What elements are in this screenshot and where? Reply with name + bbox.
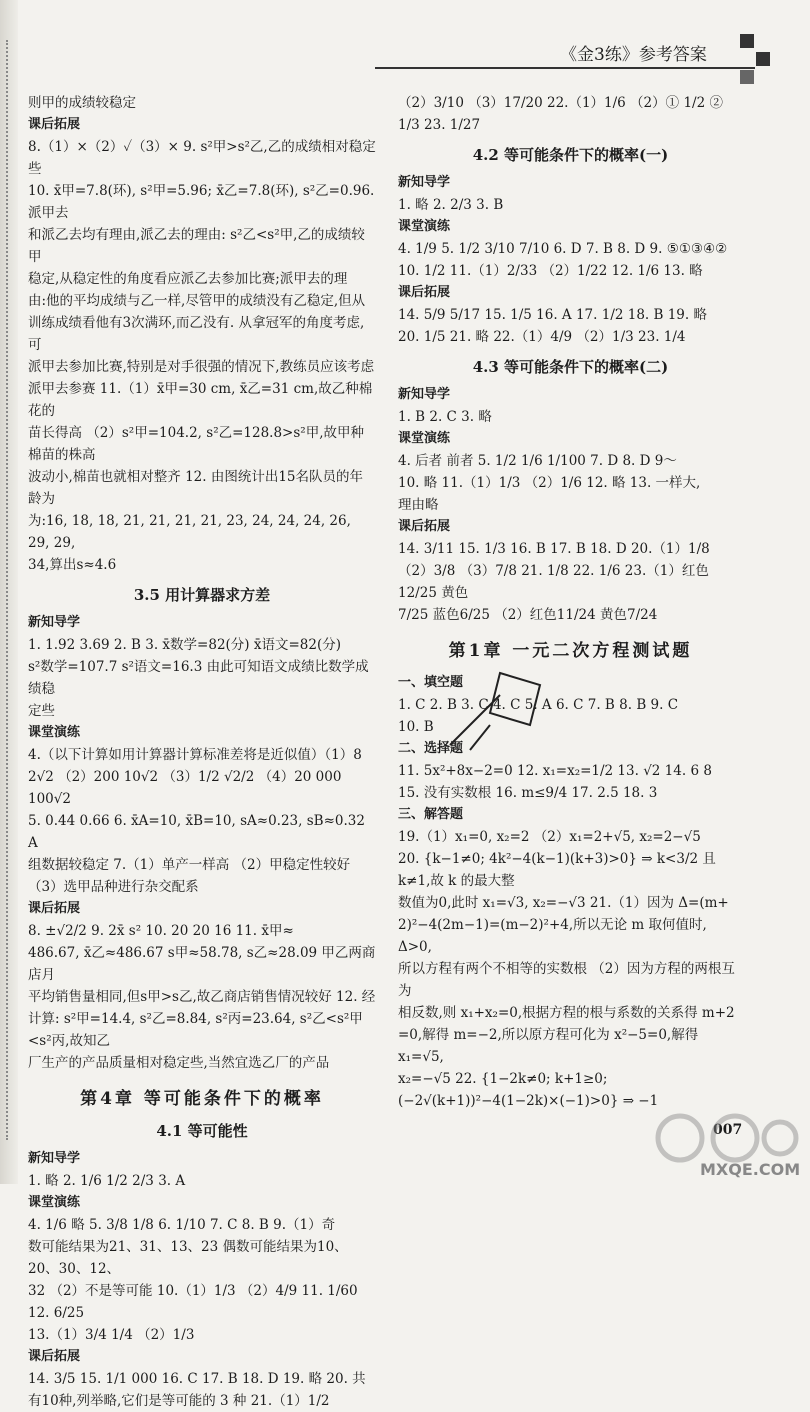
answer-line: 相反数,则 x₁+x₂=0,根据方程的根与系数的关系得 m+2 [398,1005,735,1021]
answer-line: =0,解得 m=−2,所以原方程可化为 x²−5=0,解得 x₁=√5, [398,1027,699,1065]
answer-line: 34,算出s≈4.6 [28,557,117,573]
section-heading: 4.1 等可能性 [156,1122,248,1140]
answer-line: s²数学=107.7 s²语文=16.3 由此可知语文成绩比数学成绩稳 [28,659,369,697]
answer-line: 14. 3/5 15. 1/1 000 16. C 17. B 18. D 19. 略 20. 共 [28,1371,366,1387]
answer-line: 1. 略 2. 1/6 1/2 2/3 3. A [28,1173,186,1189]
answer-line: 1. C 2. B 3. C 4. C 5. A 6. C 7. B 8. B 9. C [398,697,679,713]
answer-line: 11. 5x²+8x−2=0 12. x₁=x₂=1/2 13. √2 14. 6 8 [398,763,712,779]
section-heading: 第1章 一元二次方程测试题 [448,641,693,661]
answer-line: 则甲的成绩较稳定 [28,95,136,111]
section-label: 课后拓展 [28,1349,81,1364]
answer-line: 和派乙去均有理由,派乙去的理由: s²乙<s²甲,乙的成绩较甲 [28,227,365,265]
answer-line: 有10种,列举略,它们是等可能的 3 种 21.（1）1/2 [28,1393,330,1409]
answer-line: 4. 后者 前者 5. 1/2 1/6 1/100 7. D 8. D 9～ [398,453,677,469]
answer-line: 7/25 蓝色6/25 （2）红色11/24 黄色7/24 [398,607,658,623]
answer-line: 4. 1/6 略 5. 3/8 1/8 6. 1/10 7. C 8. B 9.（1）奇 [28,1217,336,1233]
answer-line: x₂=−√5 22. {1−2k≠0; k+1≥0; (−2√(k+1))²−4(1−2k)×(−1)>0} ⇒ −1 [398,1071,659,1109]
answer-line: 派甲去参赛 11.（1）x̄甲=30 cm, x̄乙=31 cm,故乙种棉花的 [28,381,373,419]
answer-line: 组数据较稳定 7.（1）单产一样高 （2）甲稳定性较好 [28,857,351,873]
left-column [28,92,376,1412]
section-label: 新知导学 [398,387,451,402]
answer-line: 数值为0,此时 x₁=√3, x₂=−√3 21.（1）因为 Δ=(m+ [398,895,729,911]
section-heading: 3.5 用计算器求方差 [133,586,271,604]
answer-line: 所以方程有两个不相等的实数根 （2）因为方程的两根互为 [398,961,735,999]
answer-line: 8.（1）×（2）✓（3）× 9. s²甲>s²乙,乙的成绩相对稳定些 [28,139,376,177]
section-label: 课堂演练 [28,725,81,740]
section-label: 新知导学 [28,615,81,630]
answer-line: 1. B 2. C 3. 略 [398,409,492,425]
answer-line: 为:16, 18, 18, 21, 21, 21, 21, 23, 24, 24, 24, 26, 29, 29, [28,513,351,551]
answer-line: 计算: s²甲=14.4, s²乙=8.84, s²丙=23.64, s²乙<s²甲<s²丙,故知乙 [28,1011,363,1049]
section-label: 课后拓展 [28,117,81,132]
section-label: 新知导学 [28,1151,81,1166]
answer-line: 19.（1）x₁=0, x₂=2 （2）x₁=2+√5, x₂=2−√5 [398,829,701,845]
pen-scribble [430,665,560,755]
answer-line: 训练成绩看他有3次满环,而乙没有. 从拿冠军的角度考虑,可 [28,315,365,353]
corner-square-decoration [740,34,754,48]
right-column [398,92,743,1112]
corner-square-decoration [740,70,754,84]
answer-line: 定些 [28,703,55,719]
section-label: 课堂演练 [398,431,451,446]
answer-line: 4.（以下计算如用计算器计算标准差将是近似值）（1）8 [28,747,362,763]
section-label: 新知导学 [398,175,451,190]
answer-line: 14. 5/9 5/17 15. 1/5 16. A 17. 1/2 18. B 19. 略 [398,307,707,323]
section-label: 课后拓展 [398,519,451,534]
answer-line: 派甲去参加比赛,特别是对手很强的情况下,教练员应该考虑 [28,359,375,375]
answer-line: 10. 略 11.（1）1/3 （2）1/6 12. 略 13. 一样大, [398,475,701,491]
answer-line: 15. 没有实数根 16. m≤9/4 17. 2.5 18. 3 [398,785,658,801]
answer-line: 10. B [398,719,434,735]
answer-line: 2√2 （2）200 10√2 （3）1/2 √2/2 （4）20 000 100√2 [28,769,342,807]
section-label: 课后拓展 [28,901,81,916]
header-rule [375,67,755,69]
answer-line: 20. 1/5 21. 略 22.（1）4/9 （2）1/3 23. 1/4 [398,329,686,345]
answer-line: 5. 0.44 0.66 6. x̄A=10, x̄B=10, sA≈0.23, sB≈0.32 A [28,813,365,851]
answer-line: 平均销售量相同,但s甲>s乙,故乙商店销售情况较好 12. 经 [28,989,376,1005]
answer-line: 10. x̄甲=7.8(环), s²甲=5.96; x̄乙=7.8(环), s²乙=0.96. 派甲去 [28,183,375,221]
answer-line: 1. 略 2. 2/3 3. B [398,197,504,213]
answer-line: 32 （2）不是等可能 10.（1）1/3 （2）4/9 11. 1/60 12. 6/25 [28,1283,358,1321]
binding-gutter [0,0,18,1184]
answer-line: 486.67, x̄乙≈486.67 s甲≈58.78, s乙≈28.09 甲乙两商店月 [28,945,376,983]
answer-line: 厂生产的产品质量相对稳定些,当然宜选乙厂的产品 [28,1055,330,1071]
answer-line: 4. 1/9 5. 1/2 3/10 7/10 6. D 7. B 8. D 9. ⑤①③④② [398,241,728,257]
answer-line: 苗长得高 （2）s²甲=104.2, s²乙=128.8>s²甲,故甲种棉苗的株高 [28,425,365,463]
section-label: 二、选择题 [398,741,464,756]
perforation-line [6,40,12,1140]
answer-line: 由:他的平均成绩与乙一样,尽管甲的成绩没有乙稳定,但从 [28,293,366,309]
section-label: 课堂演练 [28,1195,81,1210]
answer-line: 13.（1）3/4 1/4 （2）1/3 [28,1327,195,1343]
answer-line: （2）3/10 （3）17/20 22.（1）1/6 （2）① 1/2 ② 1/3 23. 1/27 [398,95,723,133]
answer-line: 14. 3/11 15. 1/3 16. B 17. B 18. D 20.（1）1/8 [398,541,710,557]
section-heading: 4.3 等可能条件下的概率(二) [472,358,669,376]
answer-line: 2)²−4(2m−1)=(m−2)²+4,所以无论 m 取何值时, Δ>0, [398,917,707,955]
answer-line: 20. {k−1≠0; 4k²−4(k−1)(k+3)>0} ⇒ k<3/2 且 k≠1,故 k 的最大整 [398,851,716,889]
corner-square-decoration [756,52,770,66]
watermark-text: MXQE.COM [700,1160,801,1179]
section-label: 课后拓展 [398,285,451,300]
section-label: 三、解答题 [398,807,464,822]
section-label: 课堂演练 [398,219,451,234]
section-heading: 4.2 等可能条件下的概率(一) [472,146,669,164]
page-number: 007 [713,1122,743,1138]
answer-line: 数可能结果为21、31、13、23 偶数可能结果为10、20、30、12、 [28,1239,348,1277]
section-heading: 第4章 等可能条件下的概率 [80,1089,324,1109]
answer-line: （3）选甲品种进行杂交配系 [28,879,199,895]
answer-line: 稳定,从稳定性的角度看应派乙去参加比赛;派甲去的理 [28,271,348,287]
answer-line: 理由略 [398,497,439,513]
answer-line: 1. 1.92 3.69 2. B 3. x̄数学=82(分) x̄语文=82(分) [28,637,341,653]
answer-line: 10. 1/2 11.（1）2/33 （2）1/22 12. 1/6 13. 略 [398,263,703,279]
section-label: 一、填空题 [398,675,464,690]
answer-line: （2）3/8 （3）7/8 21. 1/8 22. 1/6 23.（1）红色12/25 黄色 [398,563,709,601]
answer-line: 波动小,棉苗也就相对整齐 12. 由图统计出15名队员的年龄为 [28,469,364,507]
answer-line: 8. ±√2/2 9. 2x̄ s² 10. 20 20 16 11. x̄甲≈ [28,923,294,939]
page-header-title: 《金3练》参考答案 [560,45,707,65]
